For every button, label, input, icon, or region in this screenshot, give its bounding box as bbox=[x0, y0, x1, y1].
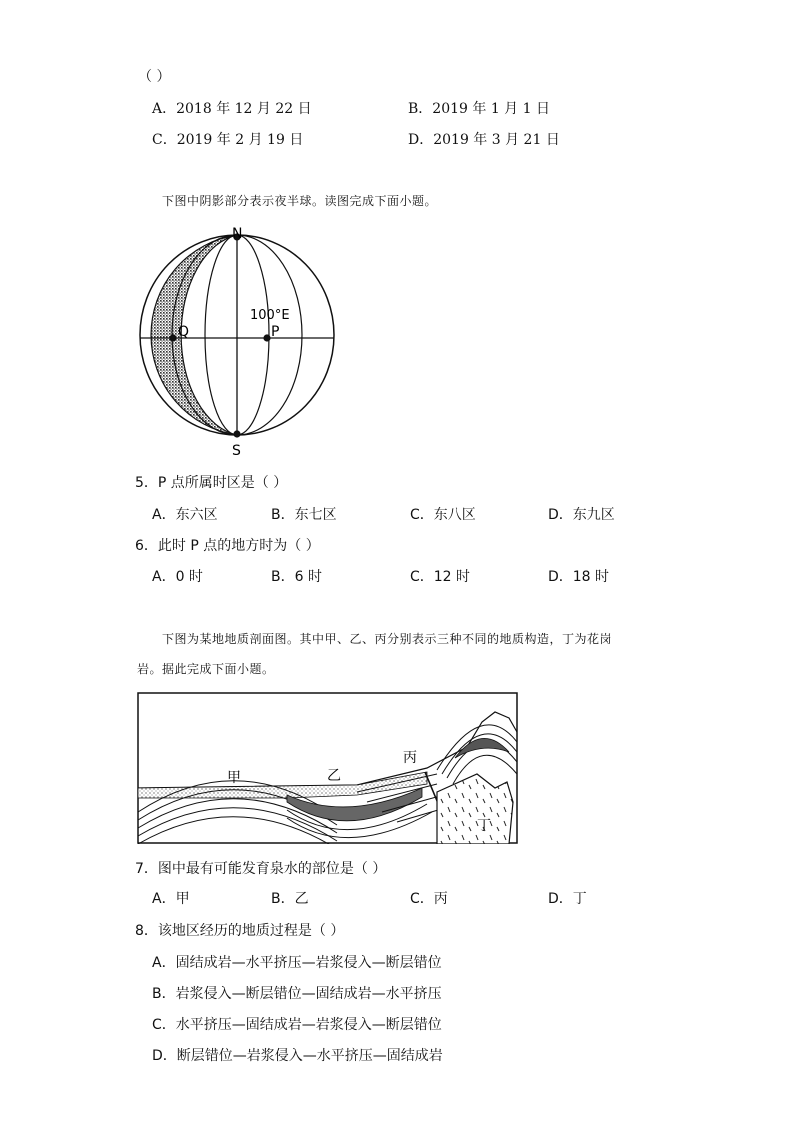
point-p-dot bbox=[263, 334, 270, 341]
intro-geology-line2: 岩。据此完成下面小题。 bbox=[137, 662, 275, 676]
q8-option-a: A．固结成岩—水平挤压—岩浆侵入—断层错位 bbox=[152, 955, 442, 971]
q6-stem: 6．此时 P 点的地方时为（ ） bbox=[135, 538, 320, 554]
label-yi: 乙 bbox=[327, 768, 341, 784]
q6-option-a: A．0 时 bbox=[152, 569, 203, 585]
q7-option-d: D．丁 bbox=[548, 891, 587, 907]
q7-option-c: C．丙 bbox=[410, 891, 448, 907]
q4-option-c: C．2019 年 2 月 19 日 bbox=[152, 132, 304, 148]
label-jia: 甲 bbox=[227, 770, 241, 786]
q7-option-b: B．乙 bbox=[271, 891, 309, 907]
label-longitude: 100°E bbox=[250, 308, 290, 323]
q6-option-d: D．18 时 bbox=[548, 569, 610, 585]
q5-option-d: D．东九区 bbox=[548, 507, 615, 523]
label-q: Q bbox=[178, 324, 190, 340]
q5-option-b: B．东七区 bbox=[271, 507, 337, 523]
q8-option-d: D．断层错位—岩浆侵入—水平挤压—固结成岩 bbox=[152, 1048, 443, 1064]
label-bing: 丙 bbox=[403, 750, 417, 766]
geology-section-figure bbox=[137, 692, 518, 844]
q6-option-b: B．6 时 bbox=[271, 569, 322, 585]
night-shade bbox=[151, 235, 237, 435]
label-ding: 丁 bbox=[477, 818, 491, 834]
q6-option-c: C．12 时 bbox=[410, 569, 471, 585]
pole-s-dot bbox=[233, 430, 240, 437]
q5-stem: 5．P 点所属时区是（ ） bbox=[135, 475, 288, 491]
q8-stem: 8．该地区经历的地质过程是（ ） bbox=[135, 923, 345, 939]
q4-option-b: B．2019 年 1 月 1 日 bbox=[408, 101, 550, 117]
q4-option-d: D．2019 年 3 月 21 日 bbox=[408, 132, 560, 148]
point-q-dot bbox=[169, 334, 176, 341]
globe-figure bbox=[130, 225, 345, 460]
label-s: S bbox=[232, 443, 241, 459]
q4-option-a: A．2018 年 12 月 22 日 bbox=[152, 101, 312, 117]
q8-option-b: B．岩浆侵入—断层错位—固结成岩—水平挤压 bbox=[152, 986, 442, 1002]
q4-paren: （ ） bbox=[138, 69, 171, 85]
intro-geology-line1: 下图为某地地质剖面图。其中甲、乙、丙分别表示三种不同的地质构造，丁为花岗 bbox=[162, 632, 613, 646]
q8-option-c: C．水平挤压—固结成岩—岩浆侵入—断层错位 bbox=[152, 1017, 442, 1033]
q5-option-c: C．东八区 bbox=[410, 507, 476, 523]
label-p: P bbox=[271, 324, 280, 340]
q7-stem: 7．图中最有可能发育泉水的部位是（ ） bbox=[135, 861, 387, 877]
intro-night-hemisphere: 下图中阴影部分表示夜半球。读图完成下面小题。 bbox=[162, 194, 438, 208]
q5-option-a: A．东六区 bbox=[152, 507, 218, 523]
label-n: N bbox=[232, 226, 243, 242]
q7-option-a: A．甲 bbox=[152, 891, 190, 907]
